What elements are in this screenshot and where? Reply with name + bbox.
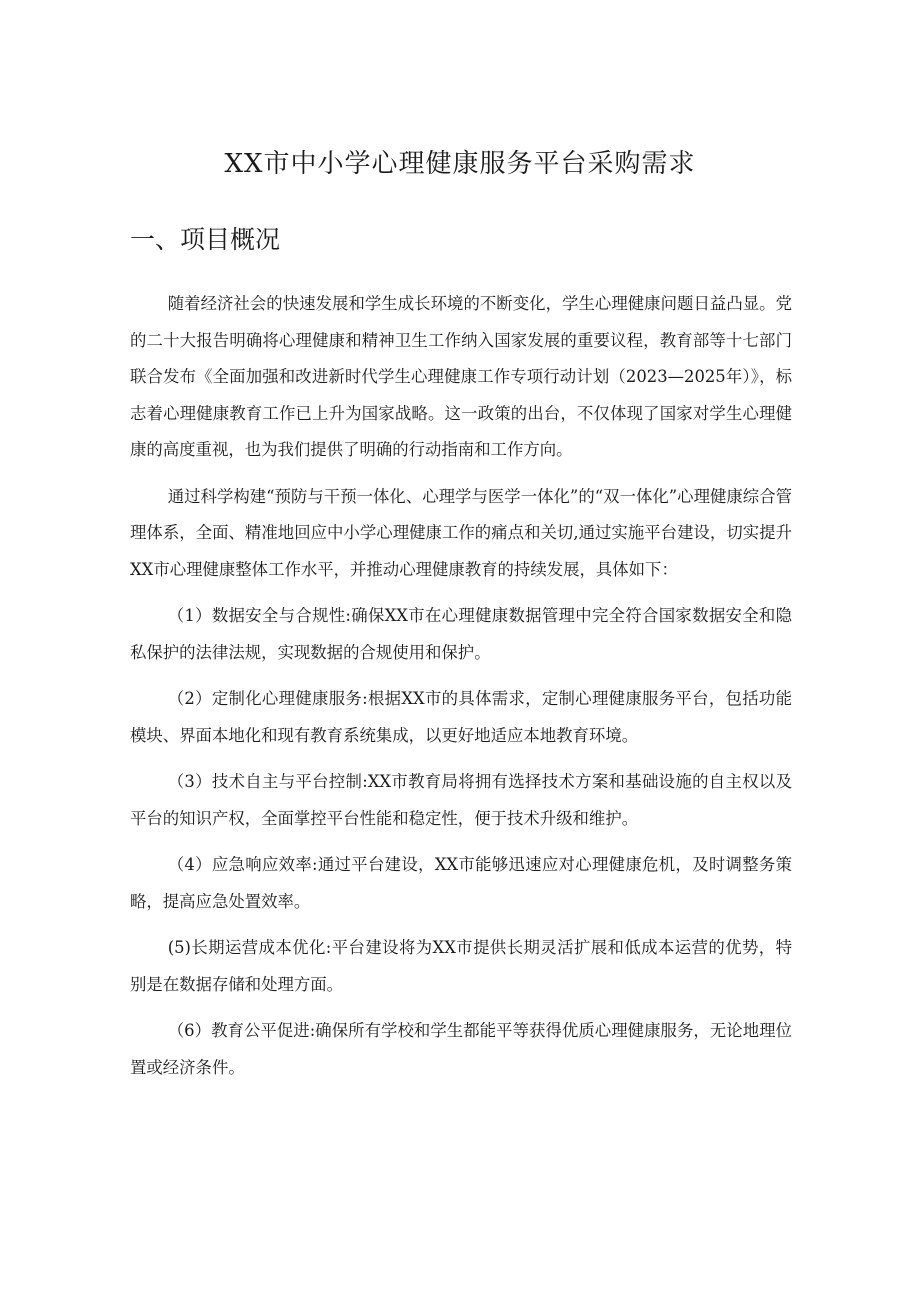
- list-item-emergency-response: （4）应急响应效率:通过平台建设，XX市能够迅速应对心理健康危机，及时调整务策略，提高应急处置效率。: [130, 855, 792, 911]
- list-item-data-security: （1）数据安全与合规性:确保XX市在心理健康数据管理中完全符合国家数据安全和隐私保护的法律法规，实现数据的合规使用和保护。: [130, 606, 792, 662]
- paragraph-approach: 通过科学构建“预防与干预一体化、心理学与医学一体化”的“双一体化”心理健康综合管理体系，全面、精准地回应中小学心理健康工作的痛点和关切,通过实施平台建设，切实提升XX市心理健康整体工作水平，并推动心理健康教育的持续发展，具体如下：: [130, 486, 792, 579]
- list-item-education-equity: （6）教育公平促进:确保所有学校和学生都能平等获得优质心理健康服务，无论地理位置或经济条件。: [130, 1021, 792, 1077]
- list-item-tech-autonomy: （3）技术自主与平台控制:XX市教育局将拥有选择技术方案和基础设施的自主权以及平台的知识产权，全面掌控平台性能和稳定性，便于技术升级和维护。: [130, 772, 792, 828]
- body-text: [130, 286, 792, 1096]
- section-heading: 一、项目概况: [130, 225, 281, 254]
- list-item-cost-optimization: (5)长期运营成本优化:平台建设将为XX市提供长期灵活扩展和低成本运营的优势，特别是在数据存储和处理方面。: [130, 938, 792, 994]
- paragraph-intro: 随着经济社会的快速发展和学生成长环境的不断变化，学生心理健康问题日益凸显。党的二十大报告明确将心理健康和精神卫生工作纳入国家发展的重要议程，教育部等十七部门联合发布《全面加强和改进新时代学生心理健康工作专项行动计划（2023—2025年）》，标志着心理健康教育工作已上升为国家战略。这一政策的出台，不仅体现了国家对学生心理健康的高度重视，也为我们提供了明确的行动指南和工作方向。: [130, 294, 792, 459]
- list-item-customized-service: （2）定制化心理健康服务:根据XX市的具体需求，定制心理健康服务平台，包括功能模块、界面本地化和现有教育系统集成，以更好地适应本地教育环境。: [130, 689, 792, 745]
- page-title: XX市中小学心理健康服务平台采购需求: [224, 149, 696, 179]
